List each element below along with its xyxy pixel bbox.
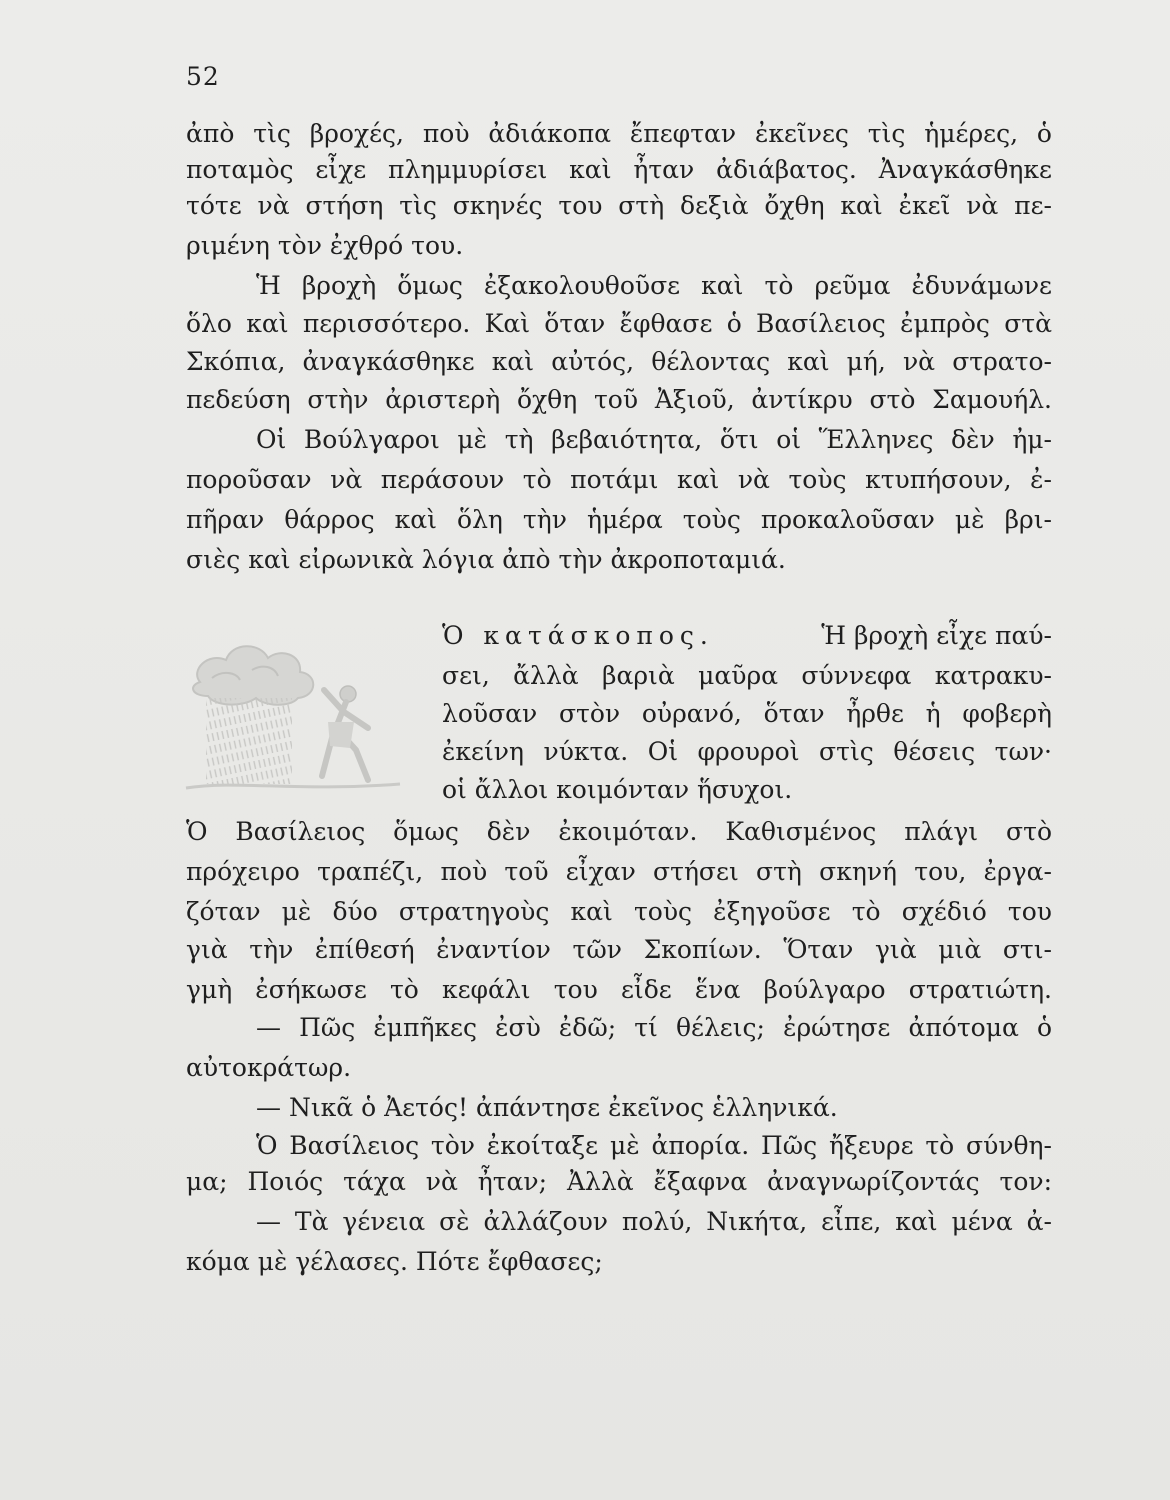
text-line: ριμένη τὸν ἐχθρό του. [186, 231, 464, 260]
text-line: Ἡ βροχὴ εἶχε παύ- [821, 621, 1052, 650]
page-number: 52 [186, 62, 220, 91]
section-heading: Ὁ κατάσκοπος. [442, 621, 714, 650]
text-line: — Τὰ γένεια σὲ ἀλλάζουν πολύ, Νικήτα, εἶπε, καὶ μένα ἀ- [256, 1207, 1052, 1236]
text-line: Σκόπια, ἀναγκάσθηκε καὶ αὐτός, θέλοντας καὶ μή, νὰ στρατο- [186, 347, 1052, 376]
text-line: λοῦσαν στὸν οὐρανό, ὅταν ἦρθε ἡ φοβερὴ [442, 699, 1052, 728]
text-line: ἀπὸ τὶς βροχές, ποὺ ἀδιάκοπα ἔπεφταν ἐκεῖνες τὶς ἡμέρες, ὁ [186, 119, 1052, 148]
text-line: ζόταν μὲ δύο στρατηγοὺς καὶ τοὺς ἐξηγοῦσε τὸ σχέδιό του [186, 897, 1052, 926]
section-first-line [442, 620, 1052, 652]
text-line: οἱ ἄλλοι κοιμόνταν ἥσυχοι. [442, 775, 793, 804]
text-line: — Πῶς ἐμπῆκες ἐσὺ ἐδῶ; τί θέλεις; ἐρώτησε ἀπότομα ὁ [256, 1013, 1052, 1042]
text-line: γμὴ ἐσήκωσε τὸ κεφάλι του εἶδε ἕνα βούλγαρο στρατιώτη. [186, 975, 1052, 1004]
text-line: σει, ἄλλὰ βαριὰ μαῦρα σύννεφα κατρακυ- [442, 661, 1052, 690]
text-line: ποταμὸς εἶχε πλημμυρίσει καὶ ἦταν ἀδιάβατος. Ἀναγκάσθηκε [186, 155, 1052, 184]
text-line: πρόχειρο τραπέζι, ποὺ τοῦ εἶχαν στήσει στὴ σκηνή του, ἐργα- [186, 857, 1052, 886]
text-line: γιὰ τὴν ἐπίθεσή ἐναντίον τῶν Σκοπίων. Ὅταν γιὰ μιὰ στι- [186, 935, 1052, 964]
text-line: ποροῦσαν νὰ περάσουν τὸ ποτάμι καὶ νὰ τοὺς κτυπήσουν, ἐ- [186, 465, 1052, 494]
text-line: Ἡ βροχὴ ὅμως ἐξακολουθοῦσε καὶ τὸ ρεῦμα ἐδυνάμωνε [256, 271, 1052, 300]
text-line: — Νικᾶ ὁ Ἀετός! ἀπάντησε ἐκεῖνος ἑλληνικά. [256, 1093, 838, 1122]
text-line: πεδεύση στὴν ἀριστερὴ ὄχθη τοῦ Ἀξιοῦ, ἀντίκρυ στὸ Σαμουήλ. [186, 385, 1052, 414]
text-line: σιὲς καὶ εἰρωνικὰ λόγια ἀπὸ τὴν ἀκροποταμιά. [186, 545, 786, 574]
text-line: αὐτοκράτωρ. [186, 1053, 352, 1082]
text-line: Ὁ Βασίλειος ὅμως δὲν ἐκοιμόταν. Καθισμένος πλάγι στὸ [186, 817, 1052, 846]
text-line: Ὁ Βασίλειος τὸν ἐκοίταξε μὲ ἀπορία. Πῶς ἤξευρε τὸ σύνθη- [256, 1131, 1052, 1160]
text-line: μα; Ποιός τάχα νὰ ἦταν; Ἀλλὰ ἔξαφνα ἀναγνωρίζοντάς τον: [186, 1167, 1052, 1196]
text-line: τότε νὰ στήση τὶς σκηνές του στὴ δεξιὰ ὄχθη καὶ ἐκεῖ νὰ πε- [186, 191, 1052, 220]
text-line: πῆραν θάρρος καὶ ὅλη τὴν ἡμέρα τοὺς προκαλοῦσαν μὲ βρι- [186, 505, 1052, 534]
woodcut-illustration [178, 630, 408, 810]
text-line: κόμα μὲ γέλασες. Πότε ἔφθασες; [186, 1247, 603, 1276]
text-line: ὅλο καὶ περισσότερο. Καὶ ὅταν ἔφθασε ὁ Βασίλειος ἐμπρὸς στὰ [186, 309, 1052, 338]
text-line: ἐκείνη νύκτα. Οἱ φρουροὶ στὶς θέσεις των· [442, 737, 1052, 766]
text-line: Οἱ Βούλγαροι μὲ τὴ βεβαιότητα, ὅτι οἱ Ἕλληνες δὲν ἠμ- [256, 425, 1052, 454]
